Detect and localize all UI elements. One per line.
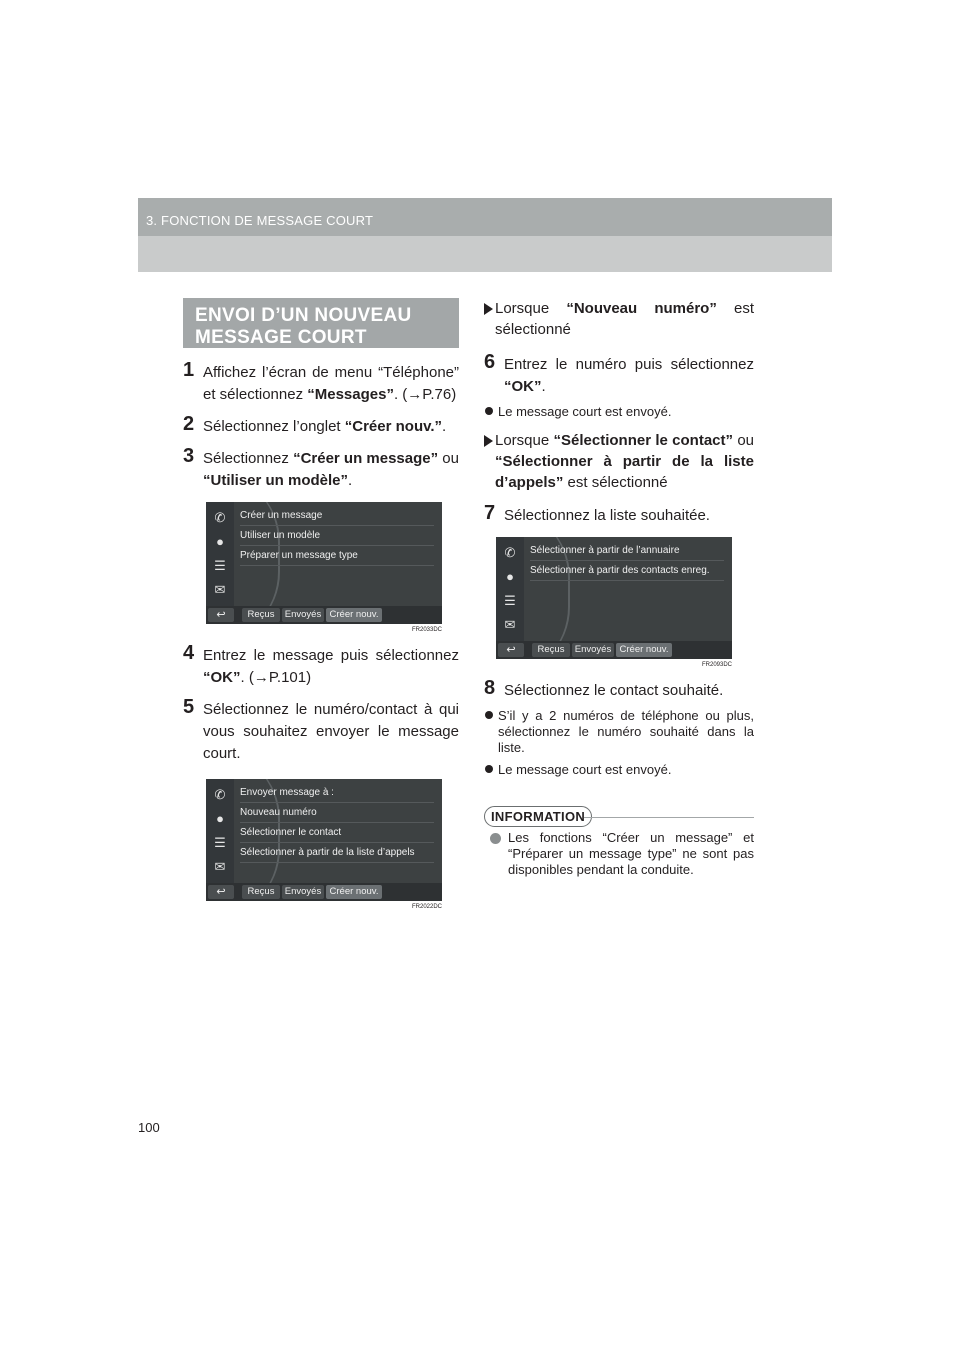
screen-tab-bar [206, 883, 442, 901]
step-number: 6 [484, 351, 496, 373]
chapter-header [138, 198, 832, 272]
bullet-dot [485, 765, 493, 773]
back-icon[interactable]: ↩ [208, 608, 234, 622]
step-number: 7 [484, 502, 496, 524]
tab-received[interactable]: Reçus [242, 608, 280, 622]
right-column [484, 298, 754, 878]
screen-tab-bar [206, 606, 442, 624]
back-icon[interactable]: ↩ [498, 643, 524, 657]
arrow-marker [484, 303, 493, 315]
step-3: 3 Sélectionnez “Créer un message” ou “Utiliser un modèle”. [183, 445, 459, 489]
step-1: 1 Affichez l’écran de menu “Téléphone” et sélectionnez “Messages”. (→P.76) [183, 359, 459, 403]
menu-item-create-message[interactable]: Créer un message [240, 506, 434, 526]
information-note: Les fonctions “Créer un message” et “Préparer un message type” ne sont pas disponibles pendant la conduite. [484, 830, 754, 878]
figure-code: FR2033DC [411, 627, 442, 633]
arrow-marker [484, 435, 493, 447]
message-icon[interactable]: ✉ [214, 859, 226, 874]
contact-icon[interactable]: ● [216, 811, 224, 826]
screenshot-select-list [496, 537, 732, 668]
back-icon[interactable]: ↩ [208, 885, 234, 899]
tab-create-new[interactable]: Créer nouv. [326, 885, 382, 899]
screen-tab-bar [496, 641, 732, 659]
message-icon[interactable]: ✉ [504, 617, 516, 632]
contact-list-icon[interactable]: ☰ [214, 835, 226, 850]
step-number: 8 [484, 677, 496, 699]
send-to-label: Envoyer message à : [240, 783, 434, 803]
message-icon[interactable]: ✉ [214, 582, 226, 597]
case-select-contact: Lorsque “Sélectionner le contact” ou “Sélectionner à partir de la liste d’appels” est sélectionné [484, 430, 754, 493]
step-number: 3 [183, 445, 195, 467]
tab-sent[interactable]: Envoyés [282, 608, 324, 622]
section-title: ENVOI D’UN NOUVEAU MESSAGE COURT [183, 298, 459, 348]
tab-received[interactable]: Reçus [242, 885, 280, 899]
contact-icon[interactable]: ● [216, 534, 224, 549]
bullet-multiple-numbers: S’il y a 2 numéros de téléphone ou plus, sélectionnez le numéro souhaité dans la liste. [484, 708, 754, 756]
contact-icon[interactable]: ● [506, 569, 514, 584]
contact-list-icon[interactable]: ☰ [504, 593, 516, 608]
left-column [183, 298, 459, 910]
tab-create-new[interactable]: Créer nouv. [616, 643, 672, 657]
menu-item-from-phonebook[interactable]: Sélectionner à partir de l’annuaire [530, 541, 724, 561]
step-number: 5 [183, 696, 195, 718]
menu-item-prepare-template[interactable]: Préparer un message type [240, 546, 434, 566]
page-number: 100 [138, 1120, 160, 1135]
step-4: 4 Entrez le message puis sélectionnez “OK”. (→P.101) [183, 642, 459, 686]
chapter-title: 3. FONCTION DE MESSAGE COURT [146, 213, 374, 228]
figure-code: FR2093DC [701, 662, 732, 668]
step-number: 2 [183, 413, 195, 435]
device-screen [206, 779, 442, 901]
step-6: 6 Entrez le numéro puis sélectionnez “OK”. [484, 351, 754, 395]
step-2: 2 Sélectionnez l’onglet “Créer nouv.”. [183, 413, 447, 435]
phone-icon[interactable]: ✆ [214, 510, 226, 525]
screenshot-create-menu [206, 502, 442, 633]
phone-icon[interactable]: ✆ [504, 545, 516, 560]
step-8: 8 Sélectionnez le contact souhaité. [484, 677, 724, 699]
bullet-dot [485, 407, 493, 415]
phone-icon[interactable]: ✆ [214, 787, 226, 802]
information-label: INFORMATION [484, 806, 592, 827]
menu-item-select-contact[interactable]: Sélectionner le contact [240, 823, 434, 843]
screenshot-send-to [206, 779, 442, 910]
tab-received[interactable]: Reçus [532, 643, 570, 657]
chapter-header-strip [138, 198, 832, 236]
menu-item-new-number[interactable]: Nouveau numéro [240, 803, 434, 823]
tab-sent[interactable]: Envoyés [282, 885, 324, 899]
menu-item-select-from-call-list[interactable]: Sélectionner à partir de la liste d’appels [240, 843, 434, 863]
step-number: 4 [183, 642, 195, 664]
information-divider [584, 817, 754, 818]
step-7: 7 Sélectionnez la liste souhaitée. [484, 502, 710, 524]
menu-item-use-template[interactable]: Utiliser un modèle [240, 526, 434, 546]
menu-item-from-saved-contacts[interactable]: Sélectionner à partir des contacts enreg. [530, 561, 724, 581]
info-bullet-dot [490, 833, 501, 844]
device-screen [206, 502, 442, 624]
figure-code: FR2022DC [411, 904, 442, 910]
contact-list-icon[interactable]: ☰ [214, 558, 226, 573]
step-5: 5 Sélectionnez le numéro/contact à qui vous souhaitez envoyer le message court. [183, 696, 459, 762]
bullet-dot [485, 711, 493, 719]
tab-create-new[interactable]: Créer nouv. [326, 608, 382, 622]
device-screen [496, 537, 732, 659]
bullet-sent-2: Le message court est envoyé. [484, 762, 754, 778]
information-box [484, 792, 754, 878]
step-number: 1 [183, 359, 195, 381]
bullet-sent: Le message court est envoyé. [484, 404, 754, 420]
case-new-number: Lorsque “Nouveau numéro” est sélectionné [484, 298, 754, 340]
tab-sent[interactable]: Envoyés [572, 643, 614, 657]
